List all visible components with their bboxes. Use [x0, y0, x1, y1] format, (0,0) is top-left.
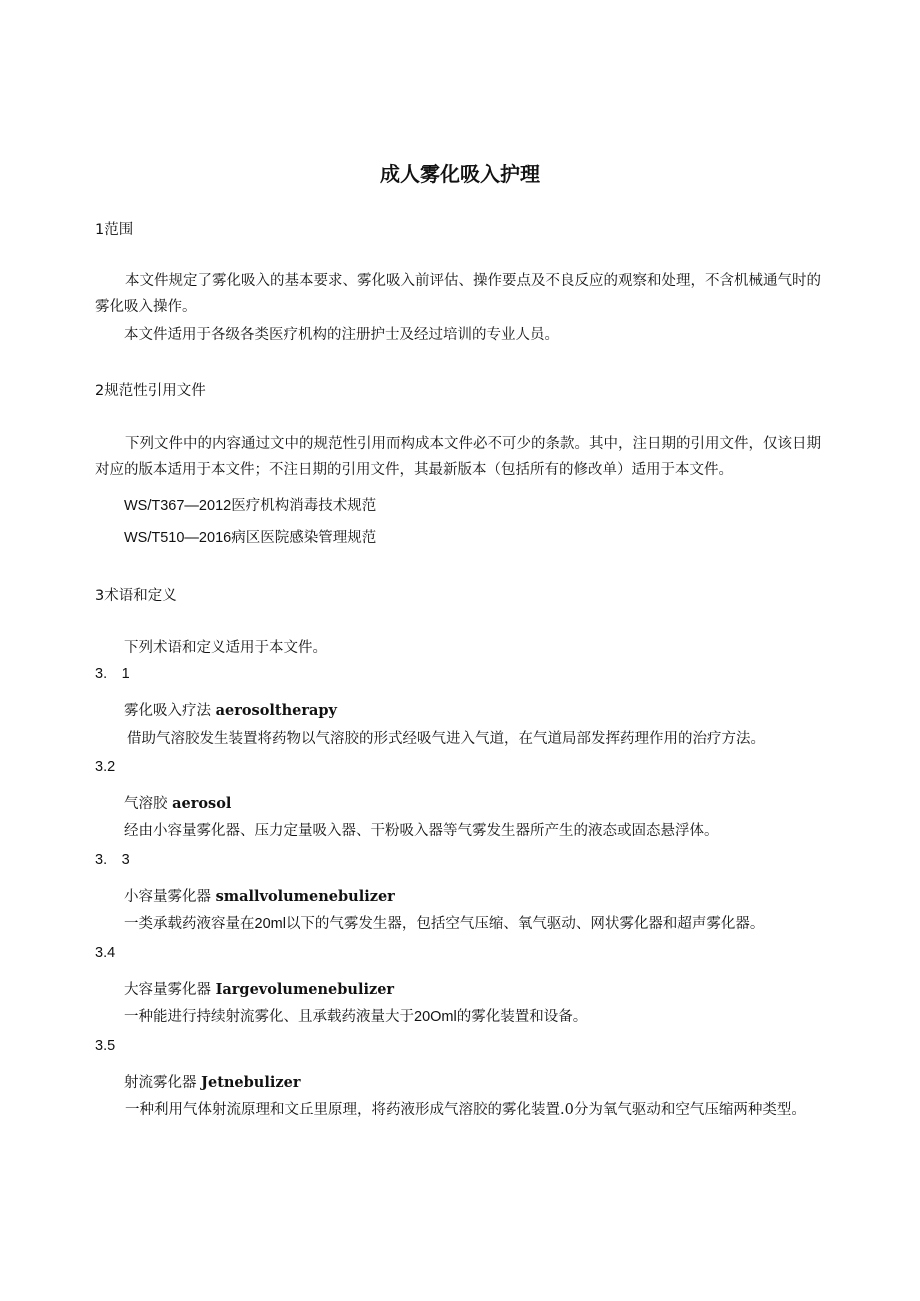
term-zh: 射流雾化器 [124, 1075, 197, 1091]
term-en: aerosol [172, 795, 232, 812]
section-1-paragraph-1: 本文件规定了雾化吸入的基本要求、雾化吸入前评估、操作要点及不良反应的观察和处理，不含机械通气时的雾化吸入操作。 [95, 273, 821, 315]
reference-name: 医疗机构消毒技术规范 [231, 498, 377, 514]
term-definition-part: 的雾化装置和设备。 [456, 1009, 588, 1025]
term-definition-part: 以下的气雾发生器，包括空气压缩、氧气驱动、网状雾化器和超声雾化器。 [285, 916, 765, 932]
term-number: 3. 1 [95, 666, 130, 682]
term-title [124, 794, 231, 814]
document-title: 成人雾化吸入护理 [380, 162, 540, 186]
section-3-intro: 下列术语和定义适用于本文件。 [124, 640, 327, 656]
term-number: 3.4 [95, 945, 116, 961]
term-definition-quantity: 20Oml [414, 1009, 457, 1025]
section-3-heading: 3术语和定义 [95, 588, 177, 604]
section-1-paragraph-2: 本文件适用于各级各类医疗机构的注册护士及经过培训的专业人员。 [124, 327, 559, 343]
term-en: smallvolumenebulizer [215, 888, 395, 905]
term-definition [124, 1007, 587, 1027]
term-definition-part: 一类承载药液容量在 [124, 916, 255, 932]
term-title [124, 887, 395, 907]
reference-code: WS/T367—2012 [124, 498, 232, 514]
term-definition: 一种利用气体射流原理和文丘里原理，将药液形成气溶胶的雾化装置.0分为氧气驱动和空气压缩两种类型。 [125, 1102, 806, 1118]
section-2-paragraph-1: 下列文件中的内容通过文中的规范性引用而构成本文件必不可少的条款。其中，注日期的引用文件，仅该日期对应的版本适用于本文件；不注日期的引用文件，其最新版本（包括所有的修改单）适用于本文件。 [95, 436, 821, 478]
term-zh: 气溶胶 [124, 796, 168, 812]
reference-code: WS/T510—2016 [124, 530, 232, 546]
term-en: Jetnebulizer [201, 1074, 301, 1091]
reference-item [124, 496, 376, 516]
term-zh: 雾化吸入疗法 [124, 703, 211, 719]
term-definition [124, 914, 764, 934]
term-zh: 大容量雾化器 [124, 982, 211, 998]
term-title [124, 980, 394, 1000]
term-number: 3. 3 [95, 852, 130, 868]
term-title [124, 701, 337, 721]
section-1-heading: 1范围 [95, 222, 134, 238]
section-2-heading: 2规范性引用文件 [95, 383, 206, 399]
reference-name: 病区医院感染管理规范 [231, 530, 377, 546]
term-zh: 小容量雾化器 [124, 889, 211, 905]
term-definition: 经由小容量雾化器、压力定量吸入器、干粉吸入器等气雾发生器所产生的液态或固态悬浮体。 [124, 823, 719, 839]
term-definition: 借助气溶胶发生装置将药物以气溶胶的形式经吸气进入气道，在气道局部发挥药理作用的治疗方法。 [127, 731, 765, 747]
term-en: Iargevolumenebulizer [215, 981, 395, 998]
term-definition-part: 一种能进行持续射流雾化、且承载药液量大于 [124, 1009, 414, 1025]
term-number: 3.2 [95, 759, 116, 775]
term-en: aerosoltherapy [215, 702, 337, 719]
reference-item [124, 528, 376, 548]
term-title [124, 1073, 300, 1093]
term-definition-quantity: 20ml [254, 916, 286, 932]
term-number: 3.5 [95, 1038, 116, 1054]
